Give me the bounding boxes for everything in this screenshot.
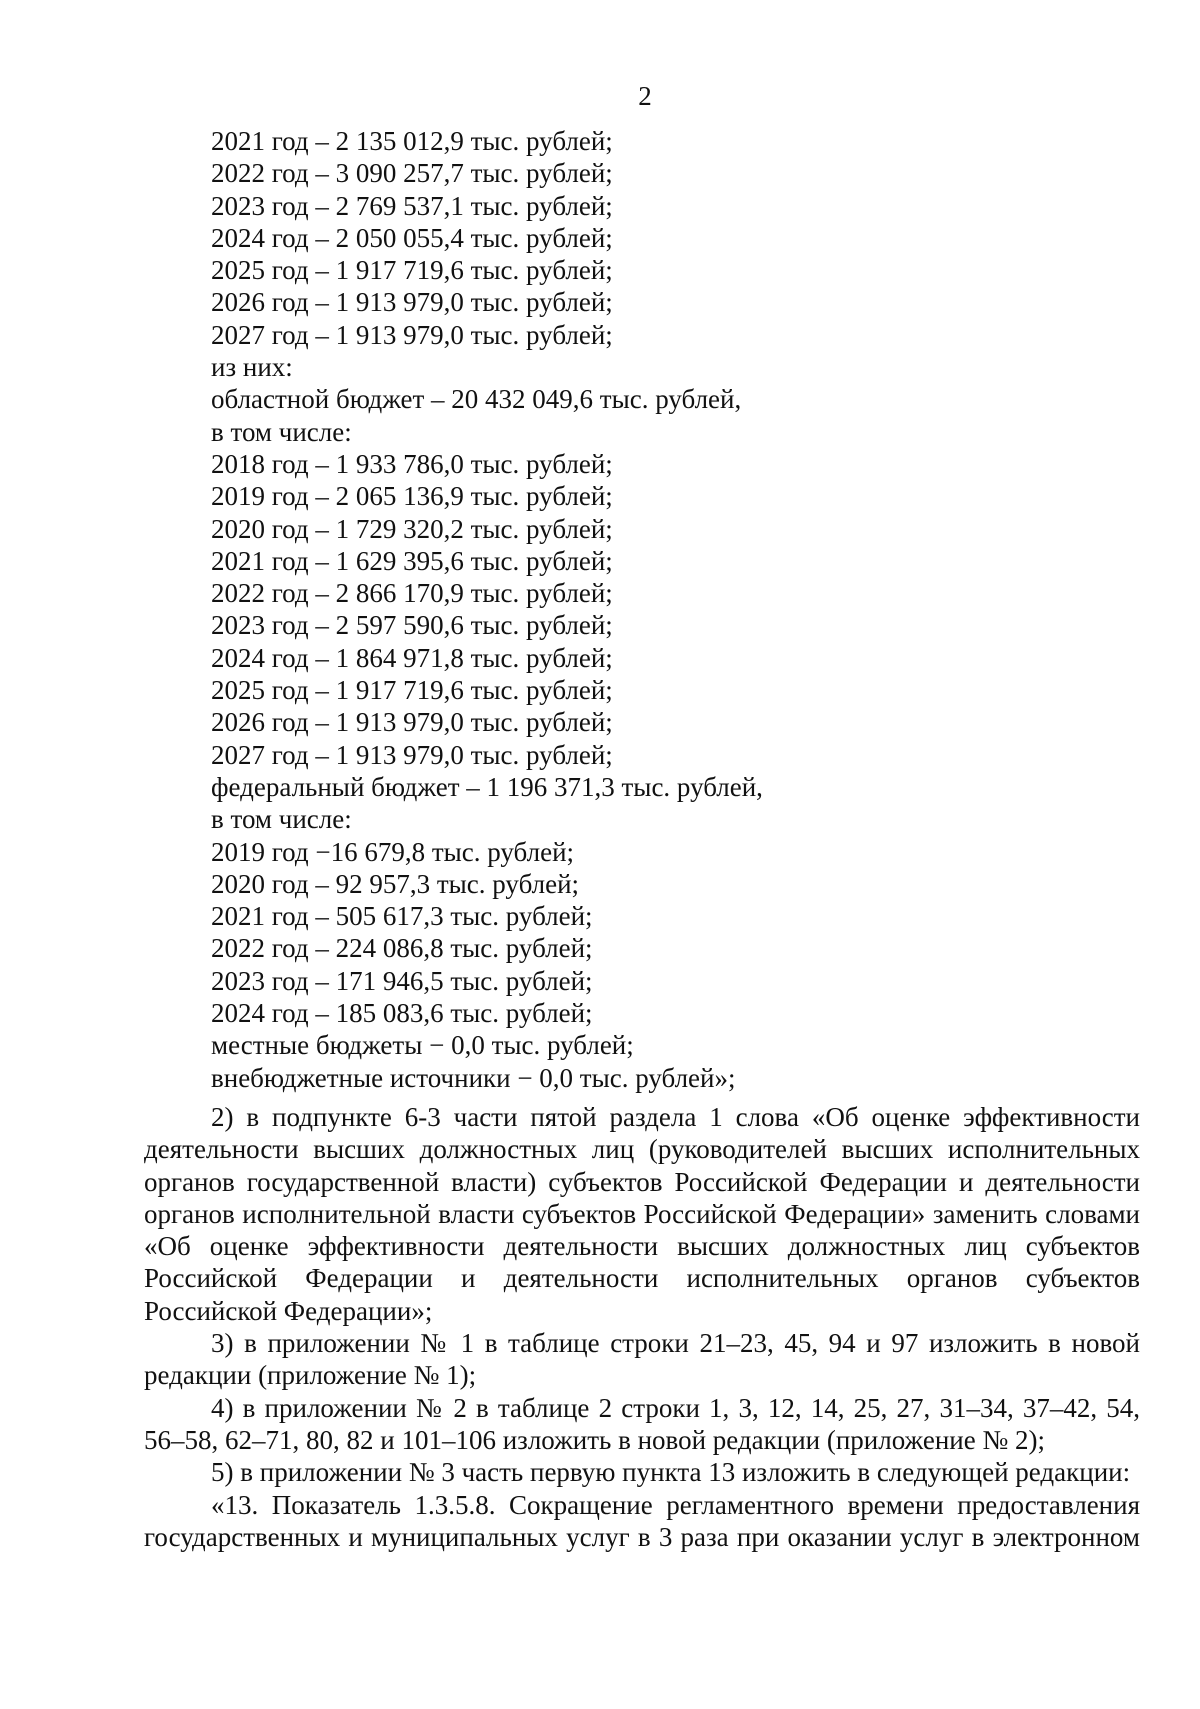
list-line: 2019 год – 2 065 136,9 тыс. рублей; — [211, 481, 613, 512]
list-line: внебюджетные источники − 0,0 тыс. рублей»; — [211, 1062, 736, 1093]
list-line: 2018 год – 1 933 786,0 тыс. рублей; — [211, 448, 613, 479]
list-line: 2019 год −16 679,8 тыс. рублей; — [211, 836, 575, 867]
list-line: 2026 год – 1 913 979,0 тыс. рублей; — [211, 287, 613, 318]
list-line: 2025 год – 1 917 719,6 тыс. рублей; — [211, 255, 613, 286]
page-number: 2 — [638, 81, 652, 111]
list-line: 2027 год – 1 913 979,0 тыс. рублей; — [211, 739, 613, 770]
list-line: 2026 год – 1 913 979,0 тыс. рублей; — [211, 707, 613, 738]
list-line: 2020 год – 92 957,3 тыс. рублей; — [211, 868, 580, 899]
list-line: 2025 год – 1 917 719,6 тыс. рублей; — [211, 675, 613, 706]
paragraph-item-13: «13. Показатель 1.3.5.8. Сокращение регламентного времени предоставления государственных и муниципальных услуг в 3 раза при оказании услуг в электронном — [144, 1489, 1140, 1552]
list-line: 2023 год – 2 769 537,1 тыс. рублей; — [211, 190, 613, 221]
list-line: 2027 год – 1 913 979,0 тыс. рублей; — [211, 319, 613, 350]
amendment-paragraphs — [144, 1101, 1140, 1553]
list-line: 2022 год – 2 866 170,9 тыс. рублей; — [211, 578, 613, 609]
list-line: 2024 год – 1 864 971,8 тыс. рублей; — [211, 642, 613, 673]
paragraph-item-5: 5) в приложении № 3 часть первую пункта 13 изложить в следующей редакции: — [211, 1457, 1131, 1488]
list-line: 2021 год – 505 617,3 тыс. рублей; — [211, 901, 593, 932]
funding-list — [211, 125, 1111, 1094]
list-line: в том числе: — [211, 416, 352, 447]
paragraph-item-3: 3) в приложении № 1 в таблице строки 21–23, 45, 94 и 97 изложить в новой редакции (приложение № 1); — [144, 1328, 1140, 1391]
list-line: из них: — [211, 352, 293, 383]
paragraph-item-4: 4) в приложении № 2 в таблице 2 строки 1, 3, 12, 14, 25, 27, 31–34, 37–42, 54, 56–58, 62–71, 80, 82 и 101–106 изложить в новой редакции (приложение № 2); — [144, 1392, 1140, 1455]
list-line: 2022 год – 3 090 257,7 тыс. рублей; — [211, 158, 613, 189]
list-line: областной бюджет – 20 432 049,6 тыс. рублей, — [211, 384, 742, 415]
list-line: 2023 год – 2 597 590,6 тыс. рублей; — [211, 610, 613, 641]
list-line: федеральный бюджет – 1 196 371,3 тыс. рублей, — [211, 771, 763, 802]
list-line: 2024 год – 185 083,6 тыс. рублей; — [211, 998, 593, 1029]
paragraph-item-2: 2) в подпункте 6-3 части пятой раздела 1 слова «Об оценке эффективности деятельности высших должностных лиц (руководителей высших исполнительных органов государственной власти) субъектов Российской Федерации и деятельности органов исполнительной власти субъектов Российской Федерации» заменить словами «Об оценке эффективности деятельности высших должностных лиц субъектов Российской Федерации и деятельности исполнительных органов субъектов Российской Федерации»; — [144, 1102, 1140, 1326]
list-line: 2021 год – 1 629 395,6 тыс. рублей; — [211, 545, 613, 576]
list-line: 2020 год – 1 729 320,2 тыс. рублей; — [211, 513, 613, 544]
list-line: в том числе: — [211, 804, 352, 835]
list-line: местные бюджеты − 0,0 тыс. рублей; — [211, 1030, 634, 1061]
list-line: 2024 год – 2 050 055,4 тыс. рублей; — [211, 222, 613, 253]
list-line: 2021 год – 2 135 012,9 тыс. рублей; — [211, 126, 613, 156]
list-line: 2022 год – 224 086,8 тыс. рублей; — [211, 933, 593, 964]
list-line: 2023 год – 171 946,5 тыс. рублей; — [211, 965, 593, 996]
